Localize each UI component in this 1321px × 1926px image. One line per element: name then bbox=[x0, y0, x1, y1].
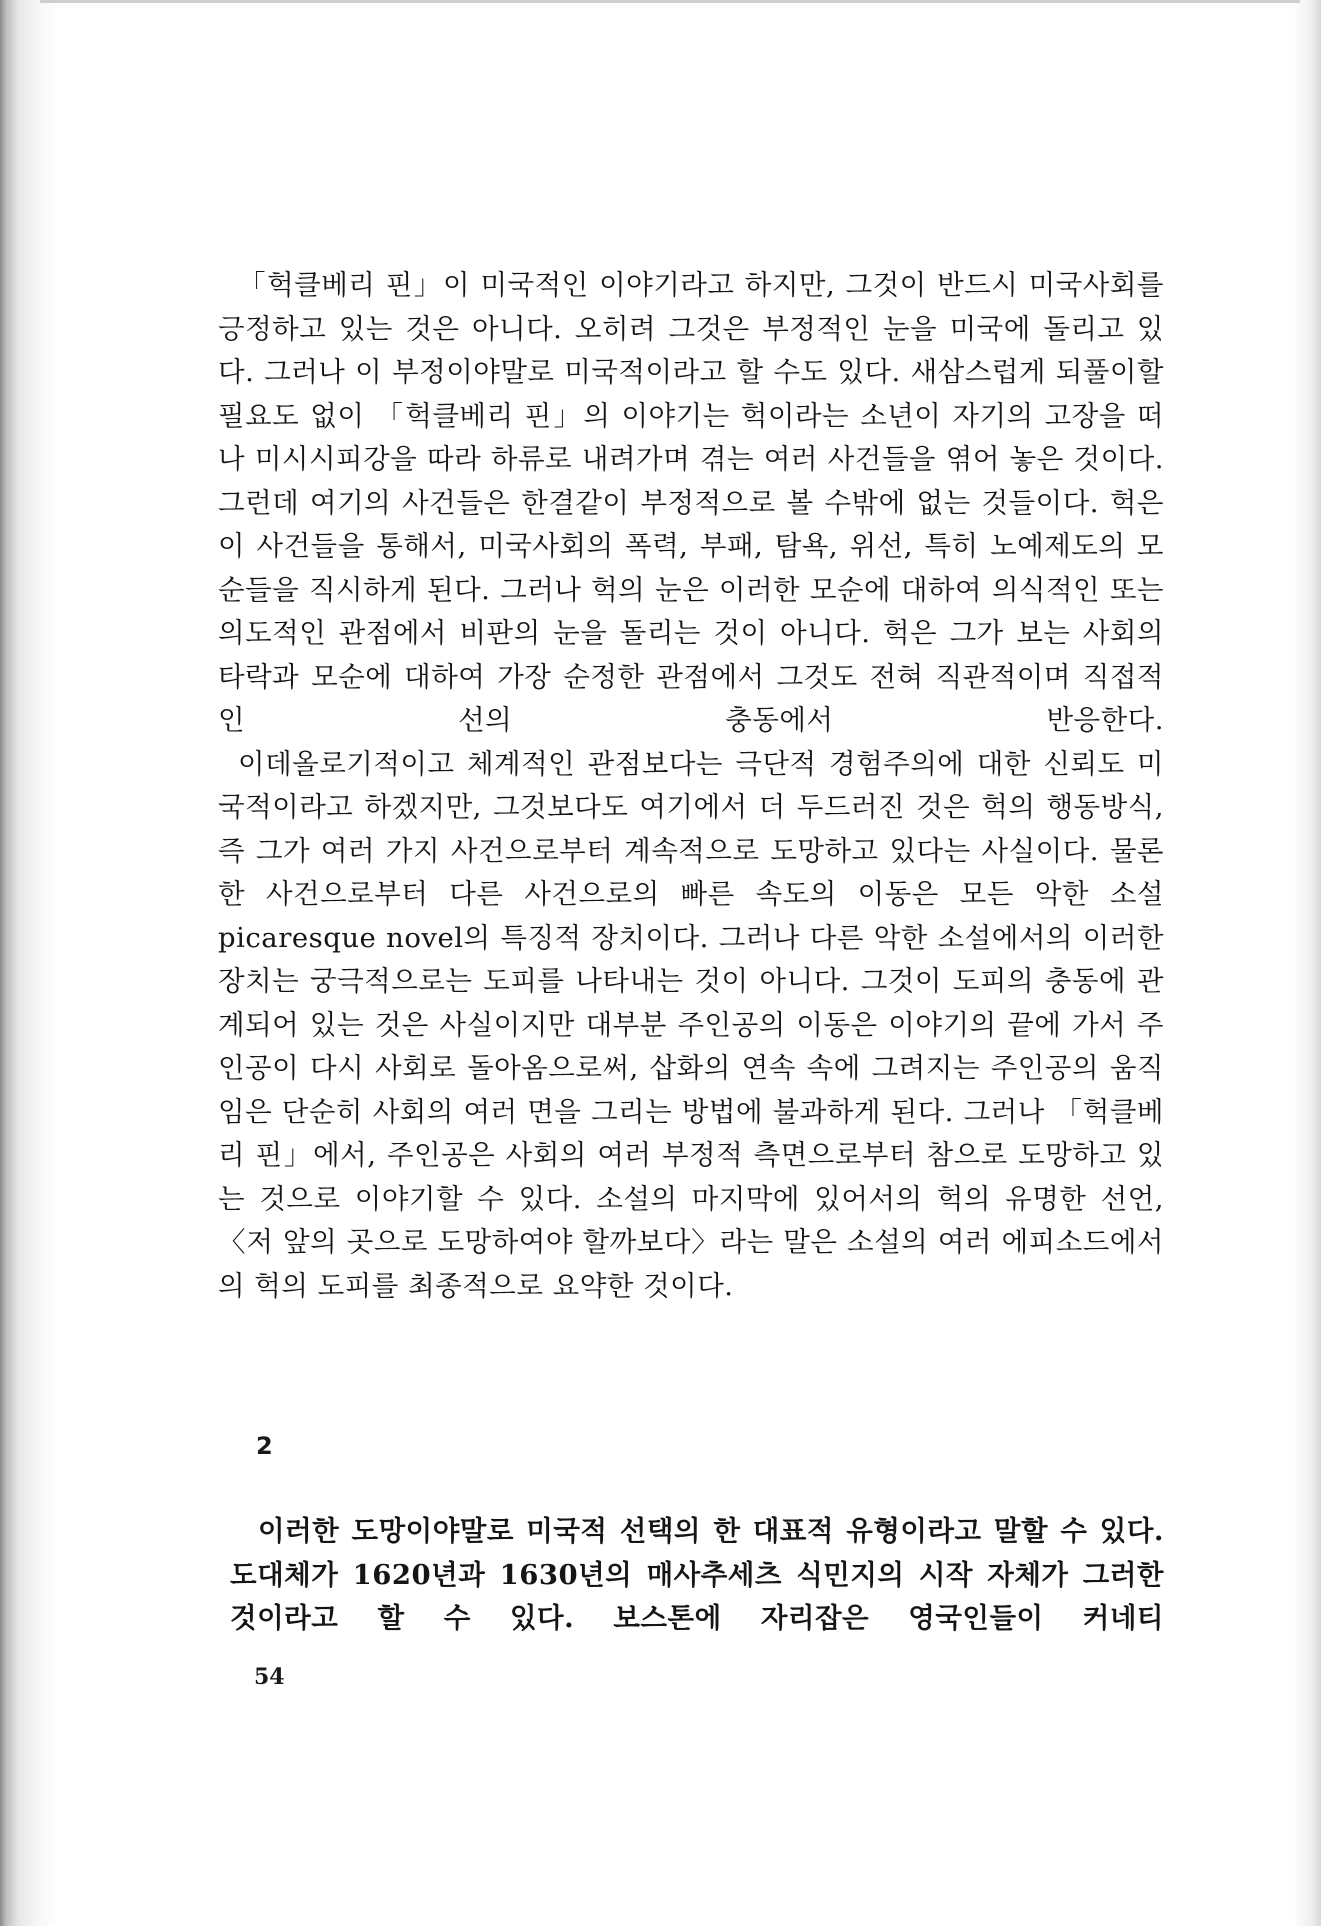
page-right-edge bbox=[1293, 0, 1321, 1926]
page-top-border bbox=[40, 0, 1300, 3]
body-text bbox=[218, 264, 1164, 1308]
section-body-text bbox=[230, 1510, 1164, 1641]
section-paragraph: 이러한 도망이야말로 미국적 선택의 한 대표적 유형이라고 말할 수 있다. 도대체가 1620년과 1630년의 매사추세츠 식민지의 시작 자체가 그러한 것이라고 할 수 있다. 보스톤에 자리잡은 영국인들이 커네티 bbox=[230, 1515, 1164, 1634]
page-number: 54 bbox=[254, 1664, 285, 1690]
section-number: 2 bbox=[256, 1432, 273, 1460]
page-gutter-shadow bbox=[0, 0, 60, 1926]
paragraph-2: 이데올로기적이고 체계적인 관점보다는 극단적 경험주의에 대한 신뢰도 미국적이라고 하겠지만, 그것보다도 여기에서 더 두드러진 것은 헉의 행동방식, 즉 그가 여러 가지 사건으로부터 계속적으로 도망하고 있다는 사실이다. 물론 한 사건으로부터 다른 사건으로의 빠른 속도의 이동은 모든 악한 소설 picaresque novel의 특징적 장치이다. 그러나 다른 악한 소설에서의 이러한 장치는 궁극적으로는 도피를 나타내는 것이 아니다. 그것이 도피의 충동에 관계되어 있는 것은 사실이지만 대부분 주인공의 이동은 이야기의 끝에 가서 주인공이 다시 사회로 돌아옴으로써, 삽화의 연속 속에 그려지는 주인공의 움직임은 단순히 사회의 여러 면을 그리는 방법에 불과하게 된다. 그러나 「헉클베리 핀」에서, 주인공은 사회의 여러 부정적 측면으로부터 참으로 도망하고 있는 것으로 이야기할 수 있다. 소설의 마지막에 있어서의 헉의 유명한 선언, 〈저 앞의 곳으로 도망하여야 할까보다〉라는 말은 소설의 여러 에피소드에서의 헉의 도피를 최종적으로 요약한 것이다. bbox=[218, 747, 1164, 1302]
paragraph-1: 「헉클베리 핀」이 미국적인 이야기라고 하지만, 그것이 반드시 미국사회를 긍정하고 있는 것은 아니다. 오히려 그것은 부정적인 눈을 미국에 돌리고 있다. 그러나 이 부정이야말로 미국적이라고 할 수도 있다. 새삼스럽게 되풀이할 필요도 없이 「헉클베리 핀」의 이야기는 헉이라는 소년이 자기의 고장을 떠나 미시시피강을 따라 하류로 내려가며 겪는 여러 사건들을 엮어 놓은 것이다. 그런데 여기의 사건들은 한결같이 부정적으로 볼 수밖에 없는 것들이다. 헉은 이 사건들을 통해서, 미국사회의 폭력, 부패, 탐욕, 위선, 특히 노예제도의 모순들을 직시하게 된다. 그러나 헉의 눈은 이러한 모순에 대하여 의식적인 또는 의도적인 관점에서 비판의 눈을 돌리는 것이 아니다. 헉은 그가 보는 사회의 타락과 모순에 대하여 가장 순정한 관점에서 그것도 전혀 직관적이며 직접적인 선의 충동에서 반응한다. bbox=[218, 269, 1164, 736]
